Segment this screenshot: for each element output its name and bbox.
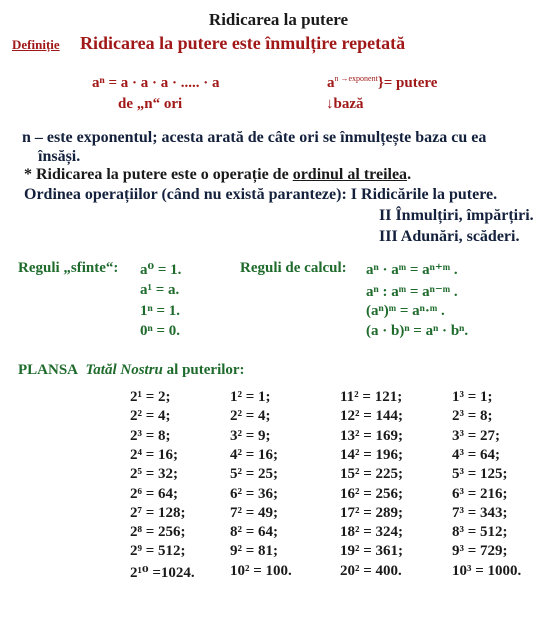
power-entry: 10³ = 1000.	[452, 562, 522, 579]
exponent-explanation-cont: însăși.	[38, 148, 81, 165]
power-notation-base: a	[327, 75, 335, 91]
plansa-heading	[18, 362, 245, 379]
power-entry: 7² = 49;	[230, 504, 279, 521]
special-rules-label: Reguli „sfinte“:	[18, 260, 119, 276]
order-note-underlined: ordinul al treilea	[292, 166, 408, 183]
power-entry: 2⁶ = 64;	[130, 485, 179, 502]
power-entry: 6² = 36;	[230, 485, 279, 502]
power-formula-note: de „n“ ori	[118, 96, 183, 112]
order-of-operations: Ordinea operațiilor (când nu există paranteze): I Ridicările la putere.	[24, 186, 498, 203]
exponent-explanation: n – este exponentul; acesta arată de câte ori se înmulțește baza cu ea	[22, 129, 487, 146]
power-entry: 15² = 225;	[340, 466, 404, 483]
power-entry: 2² = 4;	[230, 408, 271, 425]
power-entry: 4² = 16;	[230, 446, 279, 463]
power-entry: 11² = 121;	[340, 389, 403, 405]
power-entry: 7³ = 343;	[452, 504, 508, 521]
power-entry: 6³ = 216;	[452, 485, 508, 502]
plansa-suffix: al puterilor:	[166, 362, 245, 378]
power-entry: 10² = 100.	[230, 562, 292, 579]
power-entry: 14² = 196;	[340, 446, 404, 463]
power-entry: 19² = 361;	[340, 543, 404, 560]
order-note-suffix: .	[407, 166, 412, 183]
power-entry: 2⁵ = 32;	[130, 466, 179, 483]
power-entry: 13² = 169;	[340, 427, 404, 444]
power-notation-exponent: n →exponent	[334, 74, 378, 83]
power-entry: 2³ = 8;	[452, 408, 493, 425]
power-entry: 3³ = 27;	[452, 427, 501, 444]
power-entry: 2¹⁰ =1024.	[130, 564, 195, 581]
calc-rules-label: Reguli de calcul:	[240, 260, 347, 276]
power-entry: 4³ = 64;	[452, 446, 501, 463]
power-entry: 2⁴ = 16;	[130, 446, 179, 463]
power-entry: 16² = 256;	[340, 485, 404, 502]
power-entry: 5³ = 125;	[452, 466, 508, 483]
calc-rule-3: (aⁿ)ᵐ = aⁿ·ᵐ .	[366, 303, 445, 319]
calc-rule-4: (a · b)ⁿ = aⁿ · bⁿ.	[366, 323, 469, 339]
order-note	[24, 166, 411, 184]
special-rule-2: a¹ = a.	[140, 282, 180, 298]
power-entry: 17² = 289;	[340, 504, 404, 521]
special-rule-3: 1ⁿ = 1.	[140, 303, 181, 319]
plansa-prefix: PLANSA	[18, 362, 79, 378]
power-entry: 12² = 144;	[340, 408, 404, 425]
base-note: ↓bază	[326, 96, 364, 112]
power-notation-label: }= putere	[377, 75, 438, 91]
special-rule-1: a⁰ = 1.	[140, 262, 182, 278]
power-entry: 5² = 25;	[230, 466, 279, 483]
power-entry: 9³ = 729;	[452, 543, 508, 560]
order-note-prefix: * Ridicarea la putere este o operație de	[24, 166, 293, 183]
order-of-operations-2: II Înmulțiri, împărțiri.	[379, 207, 534, 224]
power-entry: 8² = 64;	[230, 524, 279, 541]
definition-label: Definiție	[12, 37, 60, 52]
power-entry: 2² = 4;	[130, 408, 171, 425]
power-entry: 1² = 1;	[230, 389, 271, 405]
power-entry: 20² = 400.	[340, 562, 402, 579]
calc-rule-1: aⁿ · aᵐ = aⁿ⁺ᵐ .	[366, 262, 458, 278]
power-entry: 18² = 324;	[340, 524, 404, 541]
power-entry: 1³ = 1;	[452, 389, 493, 405]
power-entry: 2¹ = 2;	[130, 389, 171, 405]
power-entry: 9² = 81;	[230, 543, 279, 560]
power-entry: 2³ = 8;	[130, 427, 171, 444]
power-entry: 8³ = 512;	[452, 524, 508, 541]
power-entry: 2⁸ = 256;	[130, 524, 186, 541]
power-entry: 2⁹ = 512;	[130, 543, 186, 560]
power-entry: 2⁷ = 128;	[130, 504, 186, 521]
definition-text: Ridicarea la putere este înmulțire repetată	[80, 33, 406, 53]
special-rule-4: 0ⁿ = 0.	[140, 323, 181, 339]
plansa-italic: Tatăl Nostru	[85, 362, 163, 378]
calc-rule-2: aⁿ : aᵐ = aⁿ⁻ᵐ .	[366, 284, 458, 300]
power-formula: aⁿ = a · a · a · ..... · a	[92, 75, 220, 91]
order-of-operations-3: III Adunări, scăderi.	[379, 228, 520, 245]
power-entry: 3² = 9;	[230, 427, 271, 444]
power-notation	[327, 75, 437, 92]
page-title: Ridicarea la putere	[208, 10, 349, 29]
